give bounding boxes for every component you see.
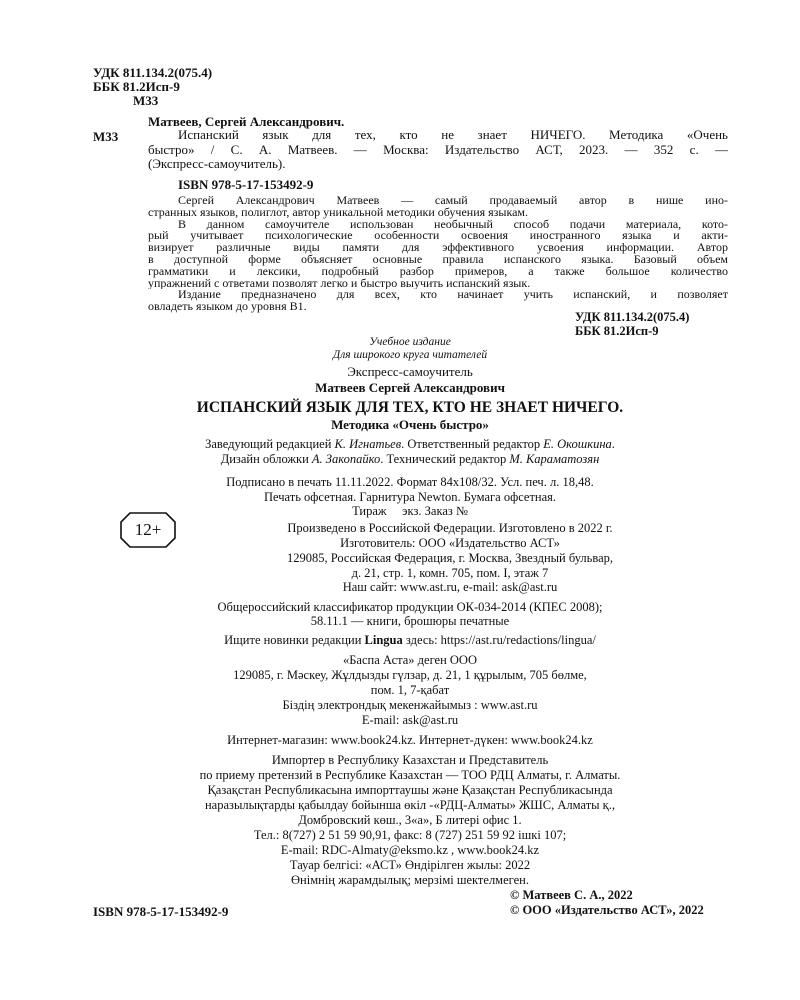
shop-line: Интернет-магазин: www.book24.kz. Интернет-дүкен: www.book24.kz	[227, 733, 593, 747]
lingua-label: Ищите новинки редакции	[224, 633, 365, 647]
isbn-bottom: ISBN 978-5-17-153492-9	[93, 904, 229, 919]
audience: Для широкого круга читателей	[332, 349, 488, 361]
bib-author: Матвеев, Сергей Александрович.	[148, 114, 345, 129]
importer-line-9: Өнімнің жарамдылық; мерзімі шектелмеген.	[291, 873, 529, 887]
annotation-line: овладеть языком до уровня В1.	[148, 301, 307, 313]
annotation-line: визирует различные виды памяти для эффективного усвоения информации. Автор	[148, 242, 728, 254]
design-label-2: . Технический редактор	[380, 452, 510, 466]
okp-line-1: Общероссийский классификатор продукции ОК-034-2014 (КПЕС 2008);	[217, 600, 603, 614]
book-subtitle: Методика «Очень быстро»	[331, 417, 489, 432]
design-label-1: Дизайн обложки	[220, 452, 312, 466]
made-line-2: Изготовитель: ООО «Издательство АСТ»	[340, 536, 560, 550]
annotation-line: Сергей Александрович Матвеев — самый продаваемый автор в нише ино-	[178, 195, 728, 207]
kz-line-5: E-mail: ask@ast.ru	[361, 713, 459, 727]
annotation-line: в доступной форме объясняет основные правила испанского языка. Базовый объем	[148, 253, 728, 266]
bib-title-line-3: (Экспресс-самоучитель).	[148, 156, 286, 171]
importer-line-2: по приему претензий в Республике Казахстан — ТОО РДЦ Алматы, г. Алматы.	[199, 768, 621, 782]
annotation-line: странных языков, полиглот, автор уникальной методики обучения языкам.	[148, 206, 529, 219]
lingua-line	[100, 634, 720, 647]
site-line: Наш сайт: www.ast.ru, e-mail: ask@ast.ru	[342, 580, 558, 594]
author-mark-side: М33	[93, 129, 119, 144]
kz-line-2: 129085, г. Мәскеу, Жұлдызды гүлзар, д. 21, 1 құрылым, 705 бөлме,	[233, 668, 587, 682]
kz-line-3: пом. 1, 7-қабат	[370, 683, 450, 697]
bib-description	[148, 128, 728, 172]
design-line	[100, 453, 720, 466]
editors-line	[100, 438, 720, 451]
made-line-1: Произведено в Российской Федерации. Изготовлено в 2022 г.	[287, 521, 613, 535]
author-full: Матвеев Сергей Александрович	[315, 380, 505, 395]
print-line: Печать офсетная. Гарнитура Newton. Бумага офсетная.	[263, 490, 557, 504]
editors-label-2: . Ответственный редактор	[401, 437, 544, 451]
signed-line: Подписано в печать 11.11.2022. Формат 84х108/32. Усл. печ. л. 18,48.	[226, 475, 594, 489]
importer-line-8: Тауар белгісі: «АСТ» Өндірілген жылы: 2022	[289, 858, 531, 872]
okp-line-2: 58.11.1 — книги, брошюры печатные	[310, 614, 510, 628]
bib-title-line-2: быстро» / С. А. Матвеев. — Москва: Издательство АСТ, 2023. — 352 с. —	[148, 141, 728, 157]
annotation-line: Издание предназначено для всех, кто начинает учить испанский, и позволяет	[178, 289, 728, 302]
bbk-code-bottom: ББК 81.2Исп-9	[575, 324, 659, 338]
annotation-line: упражнений с ответами позволят легко и быстро выучить испанский язык.	[148, 277, 531, 290]
catalog-codes-bottom	[575, 310, 689, 338]
editors-label-1: Заведующий редакцией	[205, 437, 335, 451]
lingua-url: здесь: https://ast.ru/redactions/lingua/	[402, 633, 596, 647]
kz-line-4: Біздің электрондық мекенжайымыз : www.ast.ru	[282, 698, 538, 712]
catalog-codes	[93, 66, 212, 108]
copyright-author: © Матвеев С. А., 2022	[510, 888, 633, 902]
series-name: Экспресс-самоучитель	[347, 364, 473, 379]
age-rating-badge	[120, 512, 176, 548]
editor-head: К. Игнатьев	[334, 437, 402, 451]
book-title: ИСПАНСКИЙ ЯЗЫК ДЛЯ ТЕХ, КТО НЕ ЗНАЕТ НИЧЕГО.	[196, 399, 624, 416]
kz-line-1: «Баспа Аста» деген ООО	[342, 653, 477, 667]
edition-type: Учебное издание	[369, 336, 451, 348]
importer-line-7: E-mail: RDC-Almaty@eksmo.kz , www.book24.kz	[280, 843, 540, 857]
author-mark: М33	[133, 93, 159, 108]
annotation	[148, 195, 728, 313]
importer-line-6: Тел.: 8(727) 2 51 59 90,91, факс: 8 (727) 251 59 92 ішкі 107;	[253, 828, 567, 842]
annotation-line: В данном самоучителе использован необычный способ подачи материала, кото-	[178, 218, 728, 231]
editors-end: .	[611, 437, 615, 451]
run-line: Тираж экз. Заказ №	[352, 504, 468, 518]
bbk-code: ББК 81.2Исп-9	[93, 79, 180, 94]
bib-title-line-1: Испанский язык для тех, кто не знает НИЧЕГО. Методика «Очень	[178, 127, 728, 142]
copyright-block	[510, 888, 704, 918]
importer-line-3: Қазақстан Республикасына импорттаушы және Қазақстан Республикасында	[207, 783, 613, 797]
cover-designer: А. Закопайко	[311, 452, 381, 466]
importer-line-4: наразылықтарды қабылдау бойынша өкіл -«РДЦ-Алматы» ЖШС, Алматы қ.,	[204, 798, 616, 812]
copyright-publisher: © ООО «Издательство АСТ», 2022	[510, 903, 704, 917]
annotation-line: рый учитывает психологические особенности освоения иностранного языка и акти-	[148, 230, 728, 243]
address-line-2: д. 21, стр. 1, комн. 705, пом. I, этаж 7	[351, 566, 549, 580]
importer-line-5: Домбровский көш., 3«а», Б литері офис 1.	[298, 813, 522, 827]
annotation-line: грамматики и лексики, подробный разбор примеров, а также большое количество	[148, 265, 728, 278]
age-rating-label: 12+	[134, 520, 162, 539]
udk-code: УДК 811.134.2(075.4)	[93, 65, 213, 80]
isbn-top: ISBN 978-5-17-153492-9	[178, 177, 314, 192]
importer-line-1: Импортер в Республику Казахстан и Представитель	[271, 753, 549, 767]
lingua-brand: Lingua	[364, 633, 403, 647]
address-line-1: 129085, Российская Федерация, г. Москва, Звездный бульвар,	[286, 551, 614, 565]
udk-code-bottom: УДК 811.134.2(075.4)	[575, 310, 690, 324]
editor-responsible: Е. Окошкина	[543, 437, 612, 451]
tech-editor: М. Караматозян	[509, 452, 600, 466]
